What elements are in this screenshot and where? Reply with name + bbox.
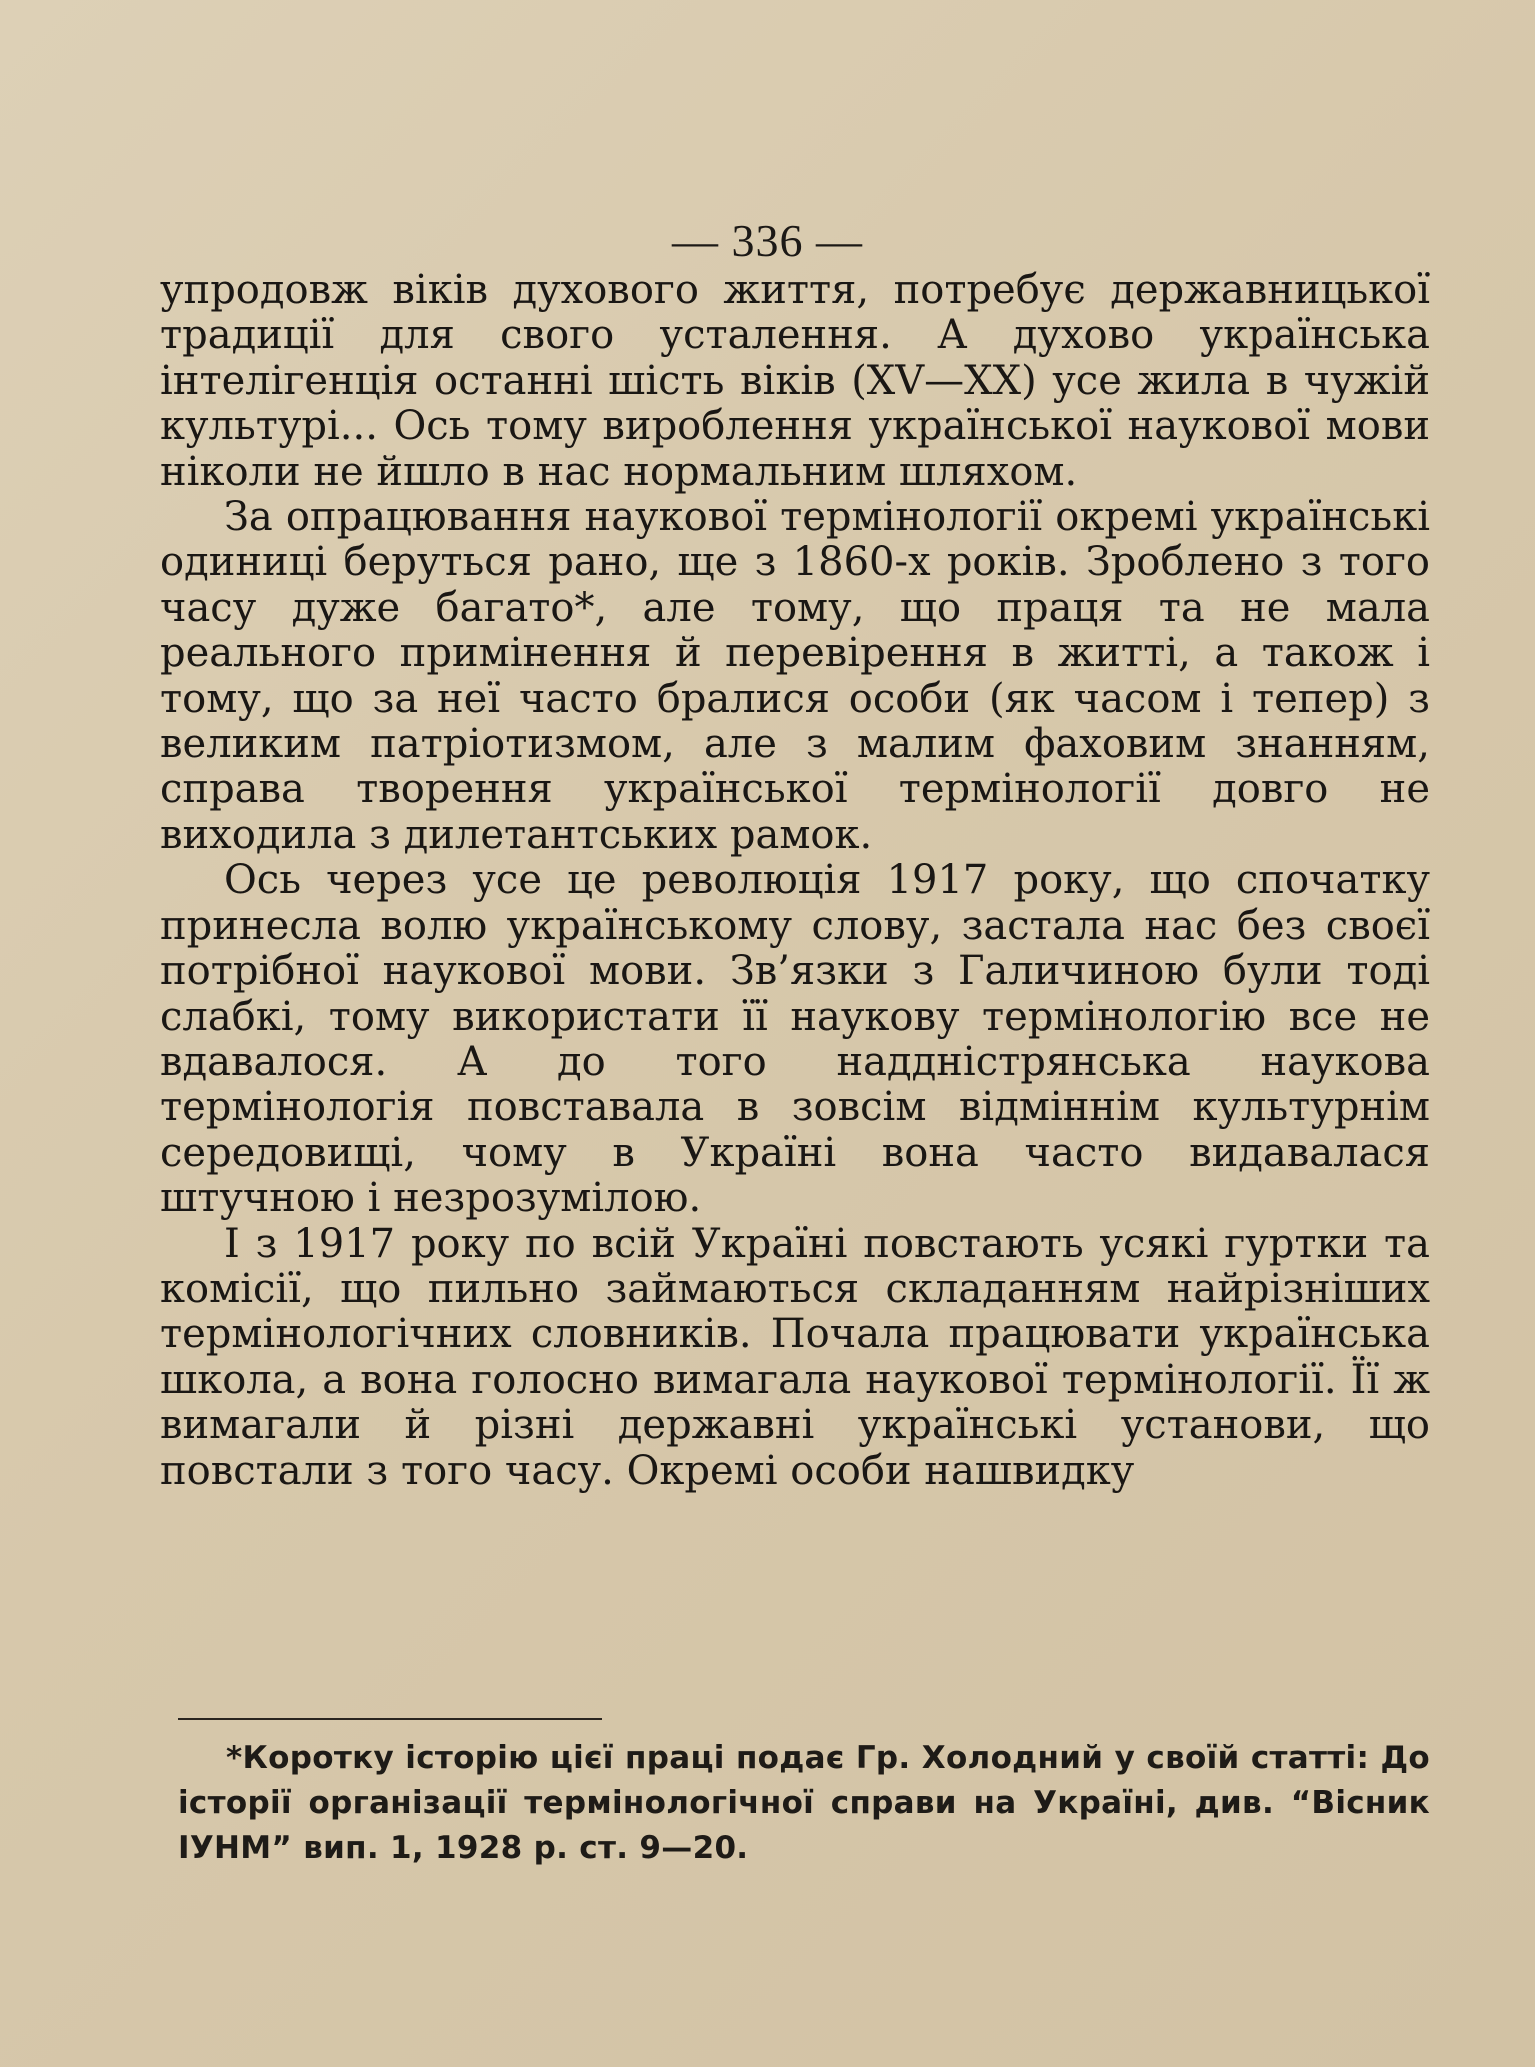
paragraph-continuation: упродовж віків духового життя, потребує державницької традиції для свого усталення. А духово українська інтелігенція останні шість віків (XV—XX) усе жила в чужій культурі... Ось тому вироблення української наукової мови ніколи не йшло в нас нормальним шляхом.: [160, 267, 1430, 495]
page-number: — 336 —: [672, 215, 863, 266]
paragraph-revolution-1917: Ось через усе це революція 1917 року, що спочатку принесла волю українському слову, застала нас без своєї потрібної наукової мови. Зв’язки з Галичиною були тоді слабкі, тому використати її наукову термінологію все не вдавалося. А до того наддністрянська наукова термінологія повставала в зовсім відміннім культурнім середовищі, чому в Україні вона часто видавалася штучною і незрозумілою.: [160, 857, 1430, 1222]
footnote: *Коротку історію цієї праці подає Гр. Холодний у своїй статті: До історії організації термінологічної справи на Україні, див. “Вісник ІУНМ” вип. 1, 1928 р. ст. 9—20.: [178, 1740, 1430, 1866]
paragraph-terminology-history: За опрацювання наукової термінології окремі українські одиниці беруться рано, ще з 1860-х років. Зроблено з того часу дуже багато*, але тому, що праця та не мала реального примінення й перевірення в житті, а також і тому, що за неї часто бралися особи (як часом і тепер) з великим патріотизмом, але з малим фаховим знанням, справа творення української термінології довго не виходила з дилетантських рамок.: [160, 494, 1430, 858]
paragraph-commissions: І з 1917 року по всій Україні повстають усякі гуртки та комісії, що пильно займаються складанням найрізніших термінологічних словників. Почала працювати українська школа, а вона голосно вимагала наукової термінології. Її ж вимагали й різні державні українські установи, що повстали з того часу. Окремі особи нашвидку: [160, 1220, 1430, 1494]
footnote-divider: [178, 1718, 602, 1720]
body-text: [160, 268, 1430, 1494]
